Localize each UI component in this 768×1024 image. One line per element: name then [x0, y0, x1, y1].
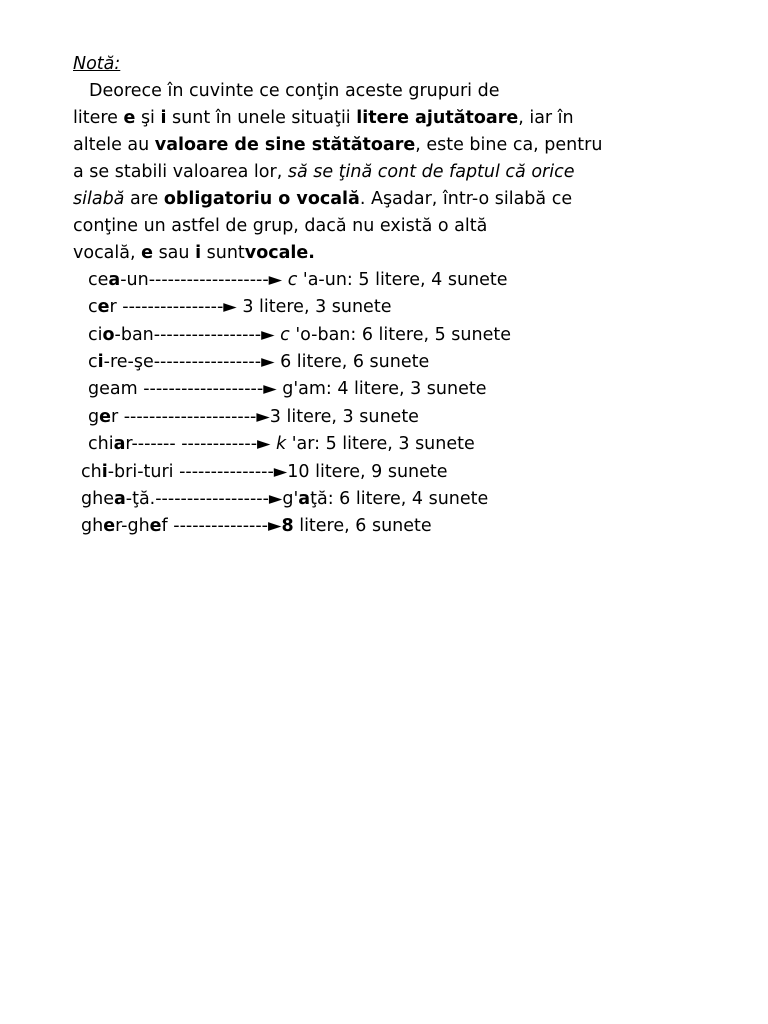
text-run: ch — [81, 462, 102, 482]
text-run: vocală, — [73, 243, 142, 263]
example-line-1 — [88, 268, 508, 292]
text-run: sau — [153, 243, 196, 263]
example-line-5 — [88, 377, 487, 401]
text-run: r ----------------► 3 litere, 3 sunete — [109, 297, 392, 317]
text-run: , iar în — [518, 108, 574, 128]
bold-number: 8 — [281, 516, 294, 536]
bold-letter: e — [97, 297, 110, 317]
text-run: . Aşadar, într-o silabă ce — [359, 189, 573, 209]
text-run: -ban-----------------► — [114, 325, 281, 345]
paragraph-line-4 — [73, 159, 713, 186]
text-run: ci — [88, 325, 103, 345]
bold-letter: a — [108, 270, 121, 290]
bold-phrase: litere ajutătoare — [356, 108, 519, 128]
text-run: -ţă.------------------►g' — [125, 489, 299, 509]
paragraph-line-5 — [73, 186, 713, 213]
text-run: altele au — [73, 135, 155, 155]
italic-letter: k — [276, 434, 287, 454]
text-run: chi — [88, 434, 114, 454]
bold-phrase: valoare de sine stătătoare — [154, 135, 416, 155]
example-line-10 — [81, 514, 432, 538]
text-run: ce — [88, 270, 109, 290]
text-run: ţă: 6 litere, 4 sunete — [310, 489, 489, 509]
paragraph-line-6 — [73, 213, 713, 240]
text-run: f ---------------► — [161, 516, 282, 536]
text-run: Deorece în cuvinte ce conţin aceste grupuri de — [89, 81, 500, 101]
text-run: r-gh — [115, 516, 150, 536]
note-title: Notă: — [73, 54, 121, 74]
text-run: a se stabili valoarea lor, — [73, 162, 288, 182]
example-line-9 — [81, 487, 488, 511]
text-run: 'ar: 5 litere, 3 sunete — [286, 434, 475, 454]
paragraph-line-1 — [73, 78, 713, 105]
bold-letter: o — [102, 325, 115, 345]
bold-letter-i: i — [160, 108, 167, 128]
text-run: g — [88, 407, 100, 427]
example-line-7 — [88, 432, 475, 456]
example-line-8 — [81, 460, 448, 484]
text-run: c — [88, 297, 98, 317]
text-run: 'o-ban: 6 litere, 5 sunete — [289, 325, 511, 345]
paragraph-line-2 — [73, 105, 713, 132]
italic-word: silabă — [73, 189, 125, 209]
italic-letter: c — [280, 325, 290, 345]
bold-letter: i — [101, 462, 108, 482]
example-line-4 — [88, 350, 429, 374]
text-run: geam -------------------► g'am: 4 litere, 3 sunete — [88, 379, 487, 399]
bold-letter: a — [113, 434, 126, 454]
text-run: r ---------------------►3 litere, 3 sunete — [110, 407, 419, 427]
text-run: sunt — [201, 243, 245, 263]
bold-word: vocale. — [244, 243, 315, 263]
italic-phrase: să se ţină cont de faptul că orice — [287, 162, 575, 182]
italic-letter: c — [287, 270, 298, 290]
text-run: şi — [135, 108, 161, 128]
example-line-6 — [88, 405, 419, 429]
text-run: -re-şe-----------------► 6 litere, 6 sunete — [103, 352, 430, 372]
bold-letter-e: e — [141, 243, 153, 263]
text-run: ghe — [81, 489, 114, 509]
text-run: r------- ------------► — [125, 434, 277, 454]
text-run: are — [124, 189, 164, 209]
text-run: , este bine ca, pentru — [415, 135, 603, 155]
text-run: litere — [73, 108, 124, 128]
text-run: litere, 6 sunete — [293, 516, 432, 536]
note-paragraph — [73, 78, 713, 267]
bold-letter: i — [97, 352, 104, 372]
bold-letter-i: i — [195, 243, 202, 263]
bold-letter: a — [298, 489, 311, 509]
bold-letter: e — [149, 516, 162, 536]
text-run: sunt în unele situaţii — [166, 108, 357, 128]
bold-letter-e: e — [123, 108, 136, 128]
example-line-2 — [88, 295, 391, 319]
text-run: conţine un astfel de grup, dacă nu există o altă — [73, 216, 488, 236]
paragraph-line-7 — [73, 240, 713, 267]
text-run: gh — [81, 516, 104, 536]
text-run: -un-------------------► — [120, 270, 288, 290]
text-run: c — [88, 352, 98, 372]
text-run: 'a-un: 5 litere, 4 sunete — [297, 270, 508, 290]
example-line-3 — [88, 323, 511, 347]
bold-phrase: obligatoriu o vocală — [163, 189, 360, 209]
bold-letter: e — [99, 407, 111, 427]
paragraph-line-3 — [73, 132, 713, 159]
text-run: -bri-turi ---------------►10 litere, 9 sunete — [107, 462, 448, 482]
bold-letter: a — [113, 489, 126, 509]
bold-letter: e — [103, 516, 116, 536]
